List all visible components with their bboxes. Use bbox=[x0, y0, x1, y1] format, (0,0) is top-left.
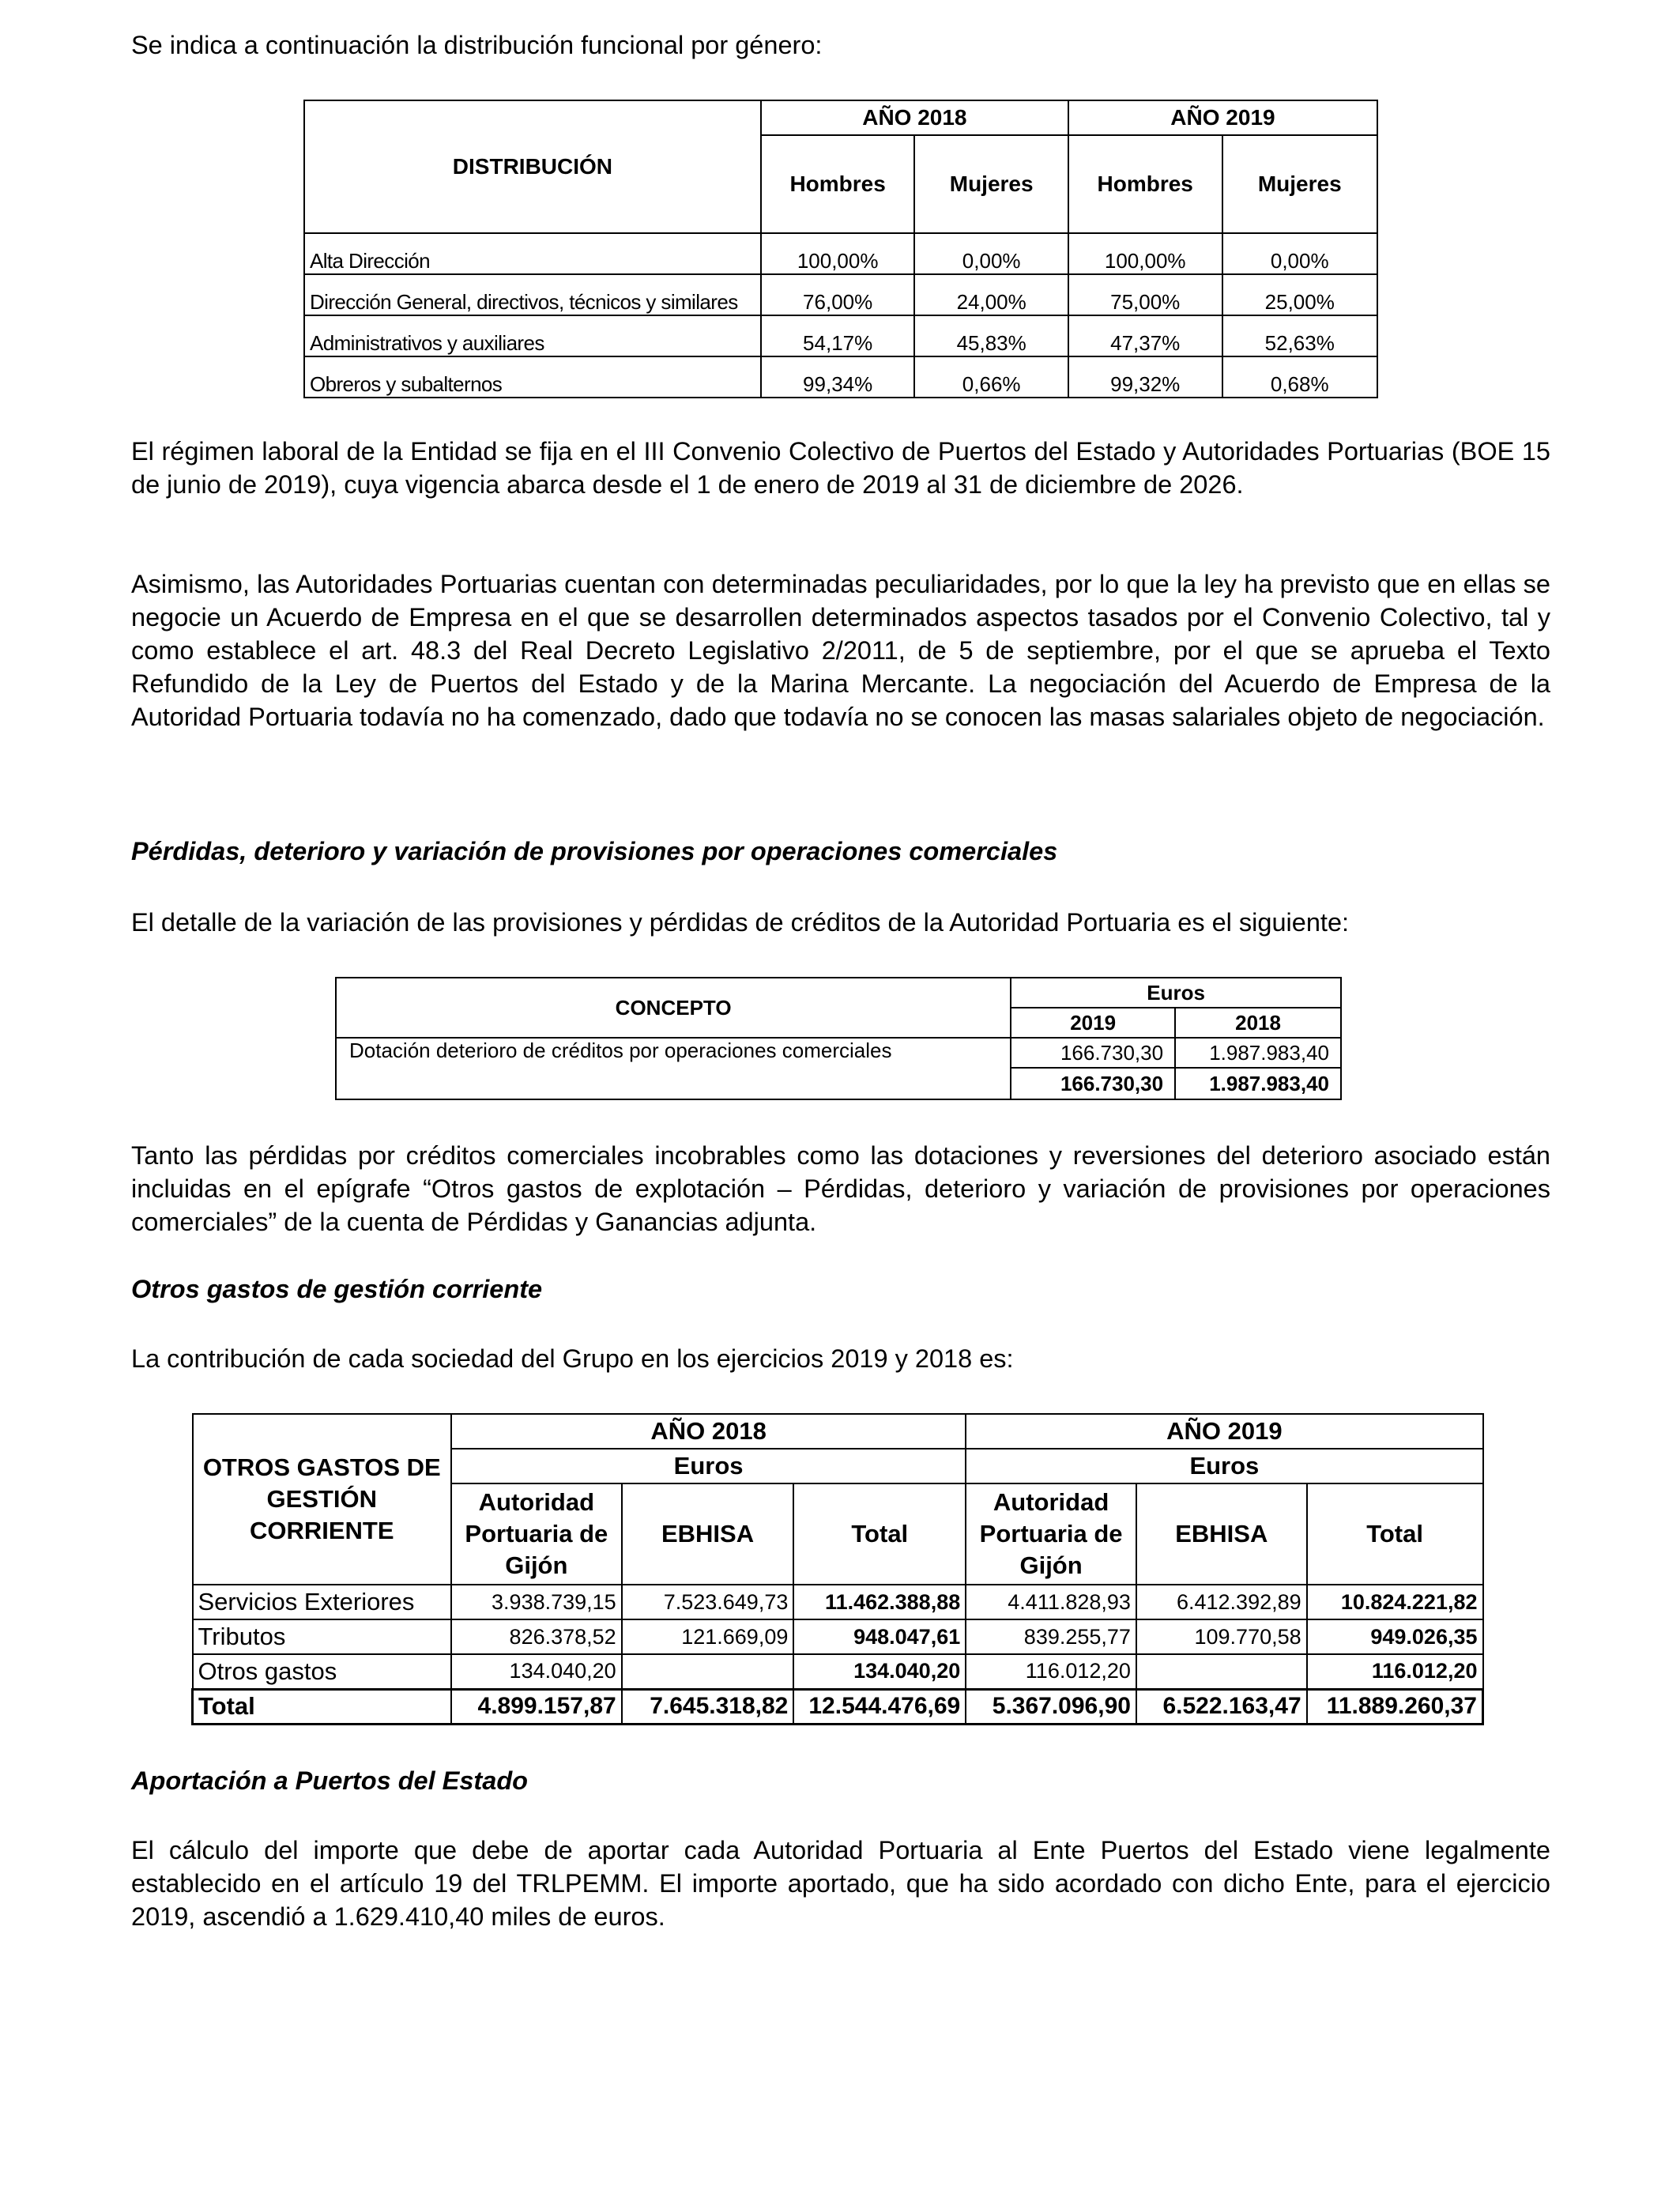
table-row: Dotación deterioro de créditos por operaciones comerciales 166.730,30 1.987.983,40 bbox=[336, 1038, 1341, 1068]
table-row: Alta Dirección 100,00% 0,00% 100,00% 0,00% bbox=[304, 233, 1377, 274]
intro-text: Se indica a continuación la distribución funcional por género: bbox=[131, 31, 823, 59]
otros-gastos-table bbox=[191, 1413, 1484, 1725]
year-2019-header: AÑO 2019 bbox=[966, 1414, 1482, 1449]
paragraph-asimismo: Asimismo, las Autoridades Portuarias cuentan con determinadas peculiaridades, por lo que la ley ha previsto que en ellas se negocie un Acuerdo de Empresa en el que se desarrollen determinados aspectos tasados por el Convenio Colectivo, tal y como establece el art. 48.3 del Real Decreto Legislativo 2/2011, de 5 de septiembre, por el que se aprueba el Texto Refundido de la Ley de Puertos del Estado y de la Marina Mercante. La negociación del Acuerdo de Empresa de la Autoridad Portuaria todavía no ha comenzado, dado que todavía no se conocen las masas salariales objeto de negociación. bbox=[131, 570, 1550, 731]
col-ebhisa-2019: EBHISA bbox=[1136, 1483, 1307, 1585]
gender-distribution-table bbox=[303, 100, 1378, 398]
col-2018: 2018 bbox=[1175, 1008, 1341, 1038]
table-row: Tributos 826.378,52 121.669,09 948.047,61 839.255,77 109.770,58 949.026,35 bbox=[193, 1619, 1483, 1654]
col-total-2019: Total bbox=[1307, 1483, 1483, 1585]
paragraph-aportacion: El cálculo del importe que debe de aportar cada Autoridad Portuaria al Ente Puertos del Estado viene legalmente establecido en el artículo 19 del TRLPEMM. El importe aportado, que ha sido acordado con dicho Ente, para el ejercicio 2019, ascendió a 1.629.410,40 miles de euros. bbox=[131, 1836, 1550, 1931]
heading-perdidas: Pérdidas, deterioro y variación de provisiones por operaciones comerciales bbox=[131, 837, 1058, 865]
table-row: Dirección General, directivos, técnicos y similares 76,00% 24,00% 75,00% 25,00% bbox=[304, 274, 1377, 315]
otros-gastos-header: OTROS GASTOS DE GESTIÓN CORRIENTE bbox=[193, 1414, 451, 1585]
totals-row: Total 4.899.157,87 7.645.318,82 12.544.476,69 5.367.096,90 6.522.163,47 11.889.260,37 bbox=[193, 1689, 1483, 1724]
concepto-header: CONCEPTO bbox=[336, 978, 1011, 1038]
year-2018-header: AÑO 2018 bbox=[451, 1414, 966, 1449]
heading-aportacion: Aportación a Puertos del Estado bbox=[131, 1766, 529, 1795]
euros-header: Euros bbox=[1011, 978, 1341, 1008]
provisions-table bbox=[335, 977, 1342, 1100]
distribucion-header: DISTRIBUCIÓN bbox=[304, 100, 761, 233]
paragraph-detalle: El detalle de la variación de las provisiones y pérdidas de créditos de la Autoridad Portuaria es el siguiente: bbox=[131, 908, 1350, 937]
table-row: Otros gastos 134.040,20 134.040,20 116.012,20 116.012,20 bbox=[193, 1654, 1483, 1689]
col-autoridad-2019: Autoridad Portuaria de Gijón bbox=[966, 1483, 1136, 1585]
paragraph-regimen-laboral: El régimen laboral de la Entidad se fija en el III Convenio Colectivo de Puertos del Estado y Autoridades Portuarias (BOE 15 de junio de 2019), cuya vigencia abarca desde el 1 de enero de 2019 al 31 de diciembre de 2026. bbox=[131, 437, 1550, 499]
table-row: Administrativos y auxiliares 54,17% 45,83% 47,37% 52,63% bbox=[304, 315, 1377, 356]
col-mujeres-2019: Mujeres bbox=[1222, 135, 1378, 233]
table-row: Servicios Exteriores 3.938.739,15 7.523.649,73 11.462.388,88 4.411.828,93 6.412.392,89 10.824.221,82 bbox=[193, 1585, 1483, 1619]
year-2019-header: AÑO 2019 bbox=[1068, 100, 1377, 135]
col-ebhisa-2018: EBHISA bbox=[622, 1483, 794, 1585]
euros-2018-header: Euros bbox=[451, 1449, 966, 1483]
col-mujeres-2018: Mujeres bbox=[914, 135, 1068, 233]
table-row: Obreros y subalternos 99,34% 0,66% 99,32% 0,68% bbox=[304, 356, 1377, 398]
col-2019: 2019 bbox=[1011, 1008, 1175, 1038]
euros-2019-header: Euros bbox=[966, 1449, 1482, 1483]
paragraph-tanto: Tanto las pérdidas por créditos comerciales incobrables como las dotaciones y reversiones del deterioro asociado están incluidas en el epígrafe “Otros gastos de explotación – Pérdidas, deterioro y variación de provisiones por operaciones comerciales” de la cuenta de Pérdidas y Ganancias adjunta. bbox=[131, 1141, 1550, 1236]
paragraph-contribucion: La contribución de cada sociedad del Grupo en los ejercicios 2019 y 2018 es: bbox=[131, 1344, 1014, 1373]
col-autoridad-2018: Autoridad Portuaria de Gijón bbox=[451, 1483, 622, 1585]
heading-otros-gastos: Otros gastos de gestión corriente bbox=[131, 1275, 543, 1303]
col-hombres-2018: Hombres bbox=[761, 135, 915, 233]
year-2018-header: AÑO 2018 bbox=[761, 100, 1068, 135]
totals-row: 166.730,30 1.987.983,40 bbox=[336, 1068, 1341, 1099]
col-total-2018: Total bbox=[793, 1483, 966, 1585]
col-hombres-2019: Hombres bbox=[1068, 135, 1222, 233]
